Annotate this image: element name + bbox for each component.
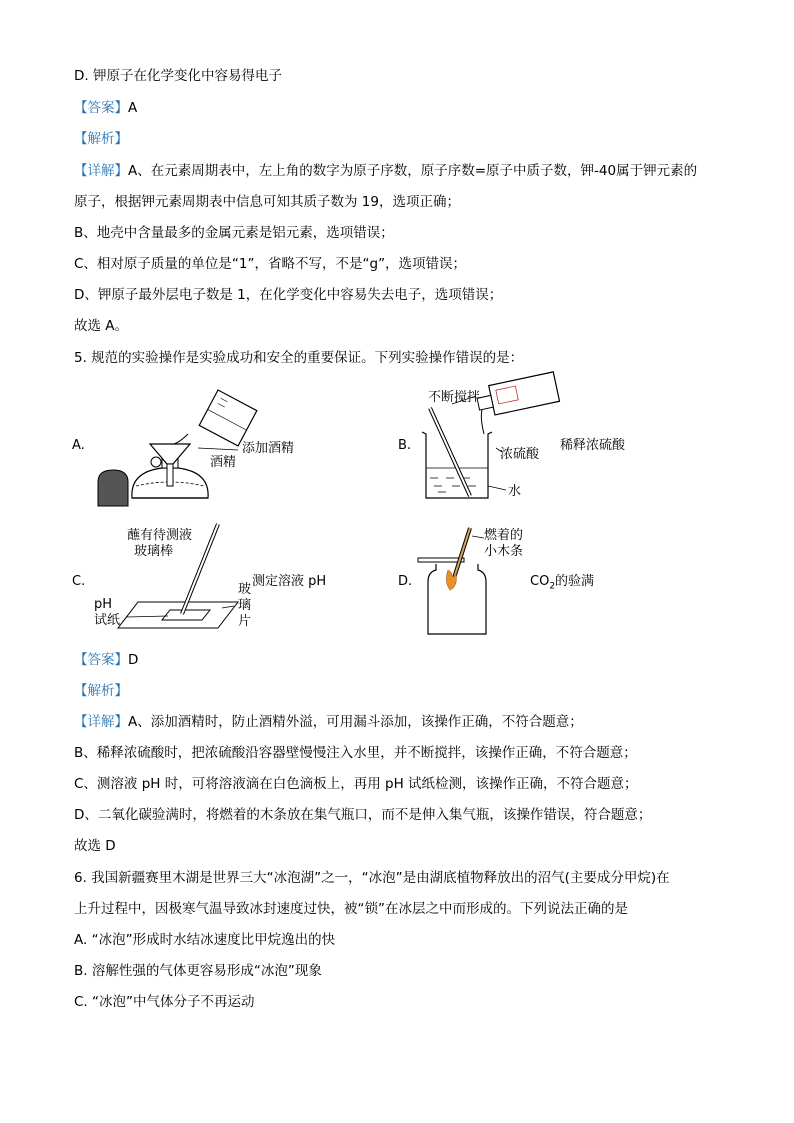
- q4-detail-line: B、地壳中含量最多的金属元素是铝元素，选项错误；: [74, 225, 394, 241]
- q5-analysis-tag: 【解析】: [74, 683, 128, 699]
- figure-c-rod-label-2: 玻璃棒: [134, 544, 174, 559]
- figure-c-glass-label-1: 玻: [238, 582, 252, 597]
- figure-b-caption: 稀释浓硫酸: [560, 438, 626, 453]
- answer-value: D: [128, 652, 139, 668]
- answer-tag: 【答案】: [74, 652, 128, 668]
- detail-tag: 【详解】: [74, 714, 128, 730]
- answer-tag: 【答案】: [74, 100, 128, 116]
- figure-d-caption: $CO_2$的验满: [530, 574, 595, 592]
- q4-detail-line: 原子，根据钾元素周期表中信息可知其质子数为 19，选项正确；: [74, 194, 460, 210]
- q6-option-b: B. 溶解性强的气体更容易形成“冰泡”现象: [74, 963, 322, 979]
- figure-b-stir-label: 不断搅拌: [428, 390, 481, 405]
- figure-b-letter: B.: [398, 438, 412, 453]
- figure-a-adding-alcohol: [70, 378, 370, 518]
- q5-detail-line: D、二氧化碳验满时，将燃着的木条放在集气瓶口，而不是伸入集气瓶，该操作错误，符合题意；: [74, 807, 652, 823]
- q5-detail-line: B、稀释浓硫酸时，把浓硫酸沿容器壁慢慢注入水里，并不断搅拌，该操作正确，不符合题意；: [74, 745, 637, 761]
- q6-option-c: C. “冰泡”中气体分子不再运动: [74, 994, 255, 1010]
- q4-analysis-tag: 【解析】: [74, 131, 128, 147]
- figure-a-letter: A.: [72, 438, 85, 453]
- q5-stem: 5. 规范的实验操作是实验成功和安全的重要保证。下列实验操作错误的是：: [74, 350, 524, 366]
- figure-d-letter: D.: [398, 574, 413, 589]
- figure-c-letter: C.: [72, 574, 86, 589]
- q6-option-a: A. “冰泡”形成时水结冰速度比甲烷逸出的快: [74, 932, 336, 948]
- figure-c-caption: 测定溶液 pH: [252, 574, 327, 589]
- q5-detail-line: 【详解】A、添加酒精时，防止酒精外溢，可用漏斗添加，该操作正确，不符合题意；: [74, 714, 583, 730]
- q5-detail-line: C、测溶液 pH 时，可将溶液滴在白色滴板上，再用 pH 试纸检测，该操作正确，不符合题意；: [74, 776, 638, 792]
- detail-tag: 【详解】: [74, 163, 128, 179]
- figure-d-co2-test: [396, 524, 696, 636]
- figure-c-measuring-ph: [70, 524, 370, 634]
- figure-c-glass-label-3: 片: [238, 614, 252, 629]
- q4-answer: [74, 98, 137, 118]
- figure-c-rod-label-1: 蘸有待测液: [127, 528, 193, 543]
- q6-stem-line: 6. 我国新疆赛里木湖是世界三大“冰泡湖”之一，“冰泡”是由湖底植物释放出的沼气(主要成分甲烷)在: [74, 870, 670, 886]
- q4-detail-line: D、钾原子最外层电子数是 1，在化学变化中容易失去电子，选项错误；: [74, 287, 503, 303]
- q5-answer: [74, 650, 138, 670]
- figure-a-alcohol-label: 酒精: [210, 455, 237, 470]
- figure-b-water-label: 水: [508, 484, 522, 499]
- q5-conclusion: 故选 D: [74, 838, 116, 854]
- answer-value: A: [128, 100, 138, 116]
- figure-c-glass-label-2: 璃: [238, 598, 252, 613]
- figure-c-ph-label-1: pH: [94, 597, 113, 612]
- figure-c-ph-label-2: 试纸: [94, 613, 121, 628]
- figure-d-stick-label-1: 燃着的: [484, 528, 524, 543]
- figure-b-diluting-acid: [396, 386, 696, 506]
- q4-conclusion: 故选 A。: [74, 318, 129, 334]
- q4-detail-line: 【详解】A、在元素周期表中，左上角的数字为原子序数，原子序数=原子中质子数，钾-40属于钾元素的: [74, 163, 698, 179]
- q6-stem-line: 上升过程中，因极寒气温导致冰封速度过快，被“锁”在冰层之中而形成的。下列说法正确的是: [74, 901, 628, 917]
- figure-d-stick-label-2: 小木条: [484, 544, 524, 559]
- alcohol-lamp-funnel-drawing: [70, 378, 370, 518]
- q4-detail-line: C、相对原子质量的单位是“1”，省略不写，不是“g”，选项错误；: [74, 256, 467, 272]
- q4-option-d: D. 钾原子在化学变化中容易得电子: [74, 68, 282, 84]
- figure-a-caption: 添加酒精: [242, 441, 295, 456]
- figure-b-acid-label: 浓硫酸: [500, 447, 540, 462]
